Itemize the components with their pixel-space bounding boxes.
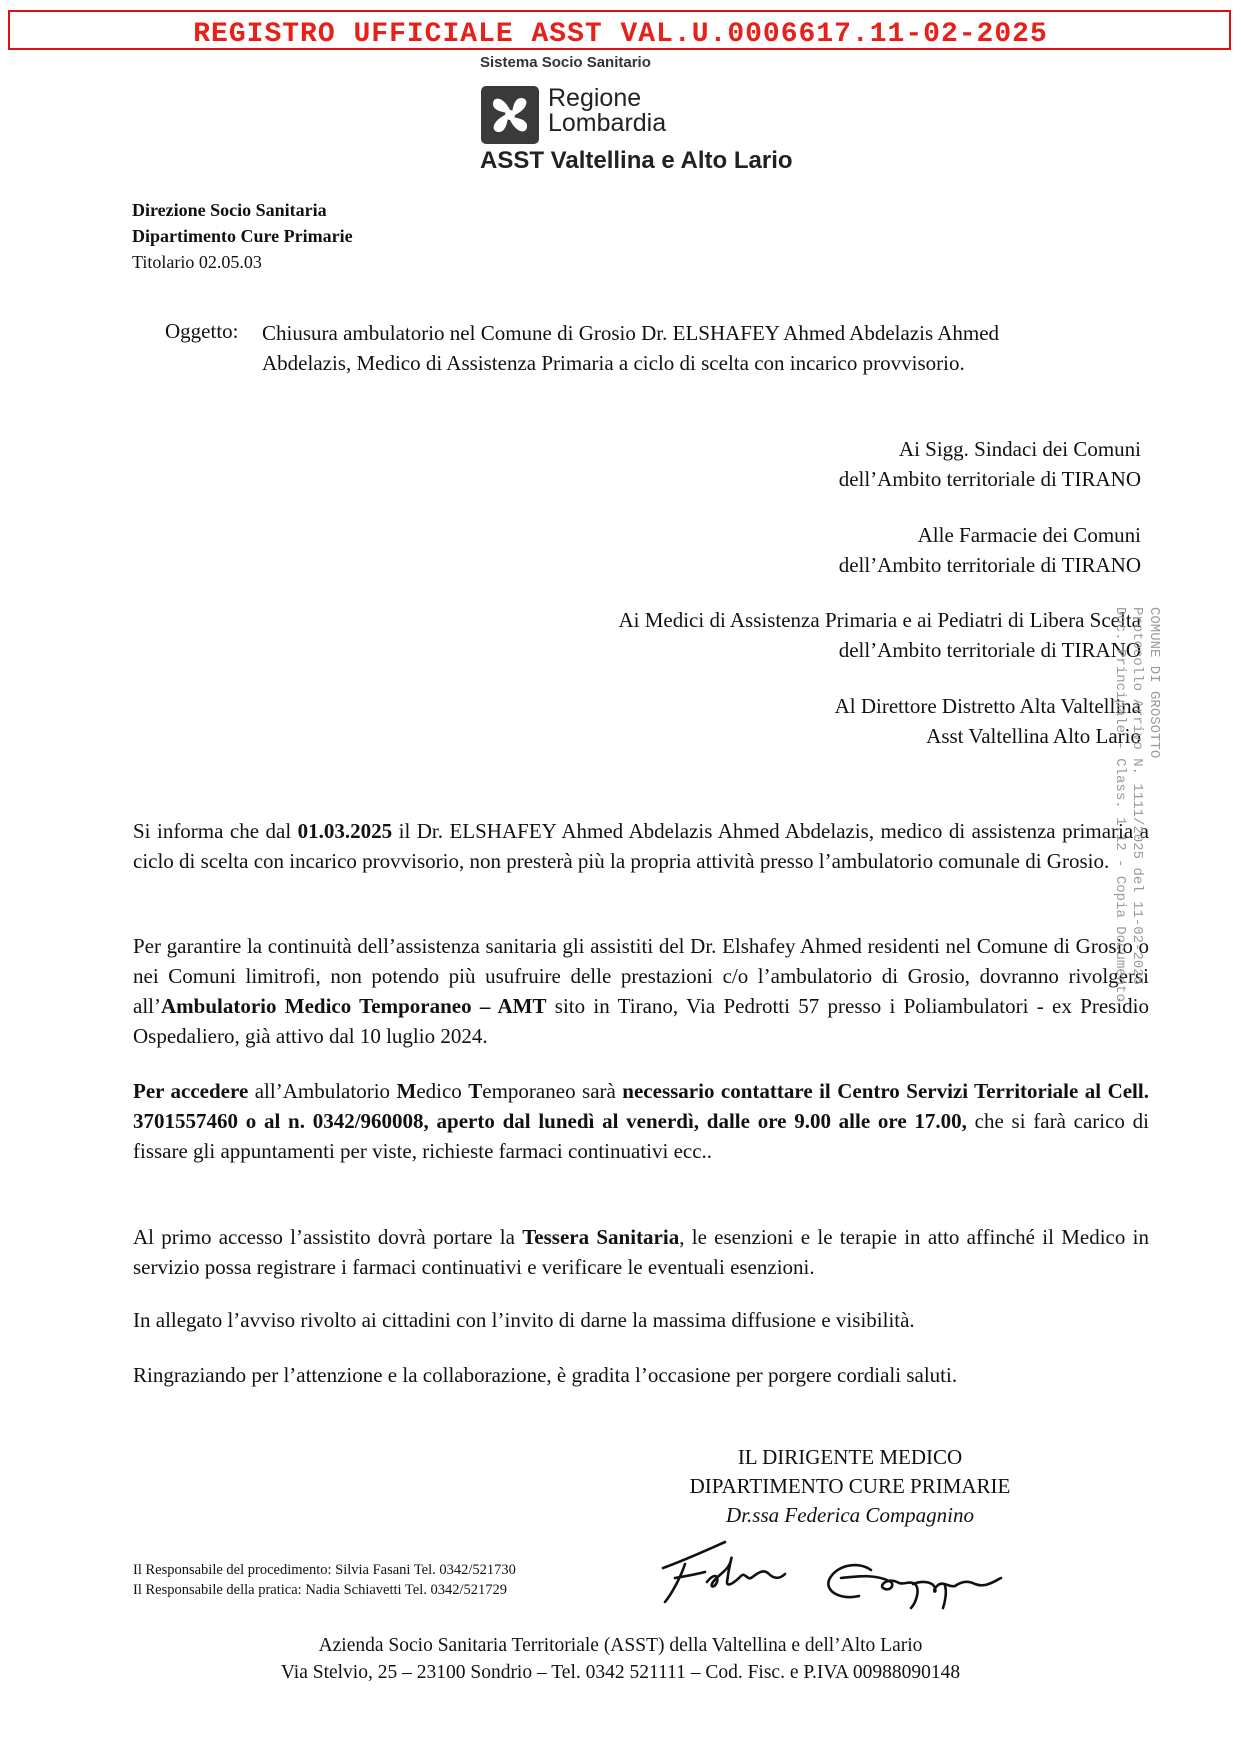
responsible-procedure: Il Responsabile del procedimento: Silvia Fasani Tel. 0342/521730 bbox=[133, 1562, 516, 1578]
p3-text-h: che si farà carico di fissare gli appuntamenti per viste, richieste farmaci continuativi ecc.. bbox=[133, 1109, 1149, 1163]
body-paragraph-1 bbox=[133, 816, 1149, 876]
p4-tessera: Tessera Sanitaria bbox=[522, 1225, 680, 1249]
p4-text-c: , le esenzioni e le terapie in atto affinché il Medico in servizio possa registrare i farmaci continuativi e verificare le eventuali esenzioni. bbox=[133, 1225, 1149, 1279]
p1-text-c: il Dr. ELSHAFEY Ahmed Abdelazis Ahmed Abdelazis, medico di assistenza primaria a ciclo di scelta con incarico provvisorio, non presterà più la propria attività presso l’ambulatorio comunale di Grosio. bbox=[133, 819, 1149, 873]
side-stamp-line1: COMUNE DI GROSOTTO bbox=[1146, 607, 1162, 759]
signature-title2: DIPARTIMENTO CURE PRIMARIE bbox=[689, 1474, 1011, 1498]
recipient-1 bbox=[839, 434, 1141, 494]
recipient-1-line2: dell’Ambito territoriale di TIRANO bbox=[838, 467, 1141, 491]
signature-block bbox=[640, 1443, 1060, 1530]
sender-direction: Direzione Socio Sanitaria bbox=[132, 200, 327, 220]
body-paragraph-2 bbox=[133, 931, 1149, 1051]
p2-amt: Ambulatorio Medico Temporaneo – AMT bbox=[160, 994, 547, 1018]
recipient-3-line2: dell’Ambito territoriale di TIRANO bbox=[838, 638, 1141, 662]
body-paragraph-3 bbox=[133, 1076, 1149, 1166]
footer-line2: Via Stelvio, 25 – 23100 Sondrio – Tel. 0342 521111 – Cod. Fisc. e P.IVA 00988090148 bbox=[280, 1662, 961, 1683]
p3-text-b: all’Ambulatorio bbox=[248, 1079, 397, 1103]
p5-text: In allegato l’avviso rivolto ai cittadini con l’invito di darne la massima diffusione e visibilità. bbox=[133, 1308, 915, 1332]
p2-text-a: Per garantire la continuità dell’assistenza sanitaria gli assistiti del Dr. Elshafey Ahmed residenti nel Comune di Grosio o nei Comuni limitrofi, non potendo più usufruire delle prestazioni c/o l’ambulatorio di Grosio, dovranno rivolgersi all’ bbox=[133, 934, 1149, 1018]
body-paragraph-5 bbox=[133, 1305, 1149, 1335]
region-name-line1: Regione bbox=[548, 84, 642, 112]
p3-t: T bbox=[468, 1079, 483, 1103]
p1-date: 01.03.2025 bbox=[297, 819, 393, 843]
recipient-1-line1: Ai Sigg. Sindaci dei Comuni bbox=[898, 437, 1141, 461]
subject-label: Oggetto: bbox=[165, 319, 239, 343]
registry-stamp-text: REGISTRO UFFICIALE ASST VAL.U.0006617.11-02-2025 bbox=[193, 19, 1048, 50]
side-stamp-line2: Protocollo Arrivo N. 1111/2025 del 11-02-2025 bbox=[1129, 607, 1145, 986]
body-paragraph-6 bbox=[133, 1360, 1149, 1390]
protocol-side-stamp bbox=[1111, 607, 1162, 1002]
p3-m: M bbox=[396, 1079, 417, 1103]
recipient-4-line1: Al Direttore Distretto Alta Valtellina bbox=[834, 694, 1141, 718]
p3-contact: necessario contattare il Centro Servizi Territoriale al Cell. 3701557460 o al n. 0342/960008, aperto dal lunedì al venerdì, dalle ore 9.00 alle ore 17.00, bbox=[133, 1079, 1149, 1133]
signature-title1: IL DIRIGENTE MEDICO bbox=[737, 1445, 963, 1469]
region-name-line2: Lombardia bbox=[548, 109, 667, 137]
system-label: Sistema Socio Sanitario bbox=[480, 54, 651, 71]
body-paragraph-4 bbox=[133, 1222, 1149, 1282]
recipient-3-line1: Ai Medici di Assistenza Primaria e ai Pediatri di Libera Scelta bbox=[618, 608, 1141, 632]
p6-text: Ringraziando per l’attenzione e la collaborazione, è gradita l’occasione per porgere cordiali saluti. bbox=[133, 1363, 958, 1387]
regione-lombardia-rose-logo-icon bbox=[481, 86, 539, 144]
recipient-3 bbox=[618, 605, 1141, 665]
sender-titolario: Titolario 02.05.03 bbox=[132, 252, 262, 272]
side-stamp-line3: Doc. Principale - Class. 1.12 - Copia Documento bbox=[1112, 607, 1128, 1002]
recipient-2-line2: dell’Ambito territoriale di TIRANO bbox=[838, 553, 1141, 577]
p1-text-a: Si informa che dal bbox=[133, 819, 298, 843]
p3-access: Per accedere bbox=[133, 1079, 249, 1103]
sender-department: Dipartimento Cure Primarie bbox=[132, 226, 353, 246]
footer-line1: Azienda Socio Sanitaria Territoriale (ASST) della Valtellina e dell’Alto Lario bbox=[318, 1635, 923, 1656]
asst-name: ASST Valtellina e Alto Lario bbox=[480, 147, 793, 174]
subject-line2: Abdelazis, Medico di Assistenza Primaria a ciclo di scelta con incarico provvisorio. bbox=[262, 351, 965, 375]
recipient-4 bbox=[835, 691, 1141, 751]
recipient-4-line2: Asst Valtellina Alto Lario bbox=[926, 724, 1141, 748]
recipient-2 bbox=[839, 520, 1141, 580]
handwritten-signature bbox=[645, 1530, 1105, 1615]
responsible-practice: Il Responsabile della pratica: Nadia Schiavetti Tel. 0342/521729 bbox=[133, 1582, 508, 1598]
p2-text-c: sito in Tirano, Via Pedrotti 57 presso i Poliambulatori - ex Presidio Ospedaliero, già attivo dal 10 luglio 2024. bbox=[133, 994, 1149, 1048]
p3-text-f: emporaneo sarà bbox=[482, 1079, 623, 1103]
p4-text-a: Al primo accesso l’assistito dovrà portare la bbox=[133, 1225, 523, 1249]
subject-line1: Chiusura ambulatorio nel Comune di Grosio Dr. ELSHAFEY Ahmed Abdelazis Ahmed bbox=[262, 321, 1000, 345]
p3-text-d: edico bbox=[416, 1079, 469, 1103]
recipient-2-line1: Alle Farmacie dei Comuni bbox=[917, 523, 1141, 547]
signature-name: Dr.ssa Federica Compagnino bbox=[726, 1503, 974, 1527]
